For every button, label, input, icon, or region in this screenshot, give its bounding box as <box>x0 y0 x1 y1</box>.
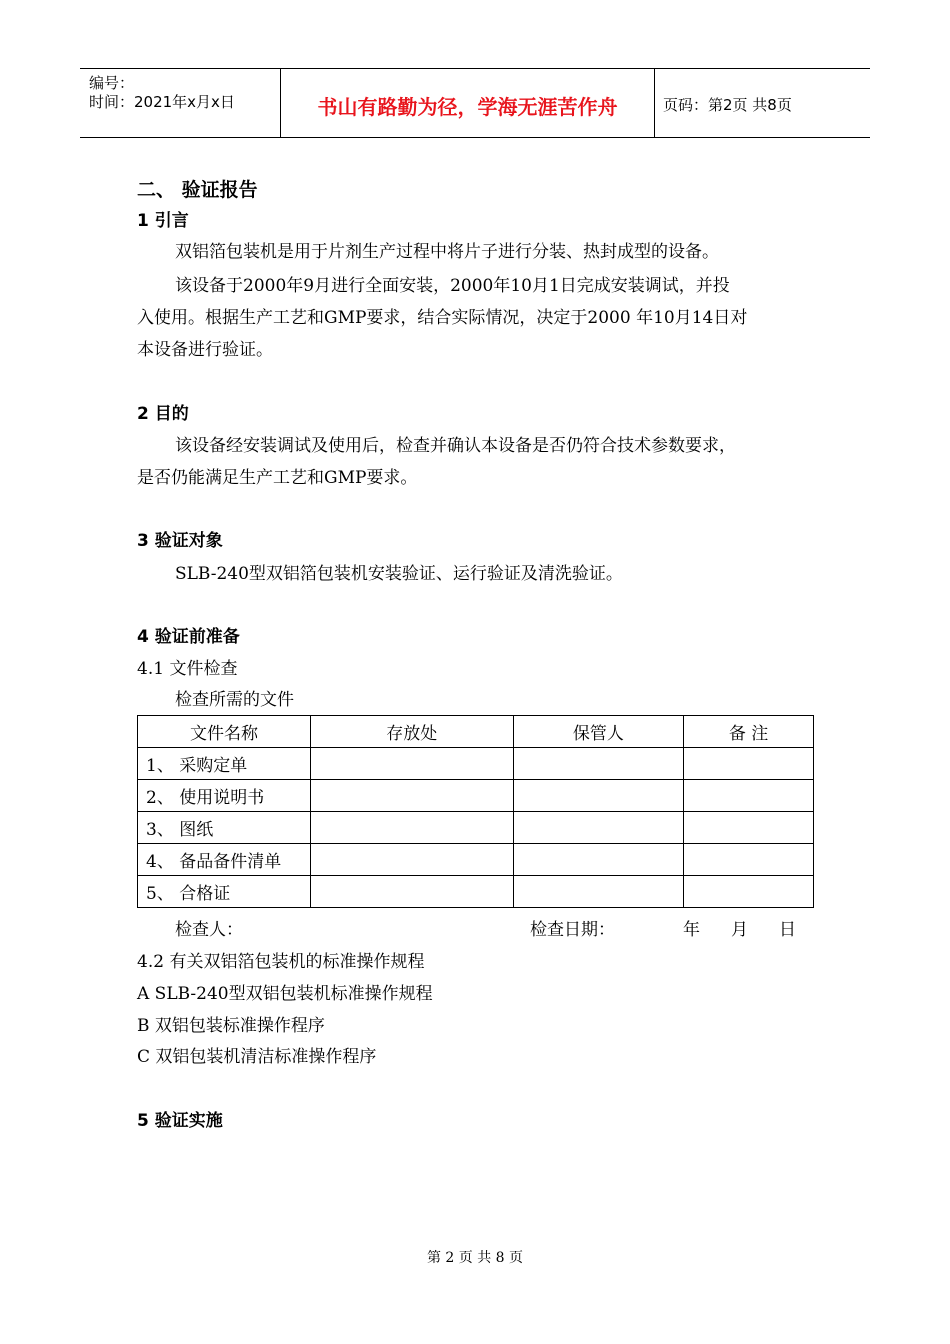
header-page-info: 页码：第2页 共8页 <box>663 96 792 114</box>
s4-sub1-note: 检查所需的文件 <box>175 690 294 710</box>
checker-label: 检查人： <box>175 920 243 940</box>
table-cell <box>684 812 814 844</box>
table-cell <box>684 780 814 812</box>
table-cell <box>684 876 814 908</box>
table-row <box>138 748 814 780</box>
table-cell <box>310 748 513 780</box>
table-header-row <box>138 716 814 748</box>
table-cell: 4、 备品备件清单 <box>138 844 311 876</box>
s4-sub1-heading: 4.1 文件检查 <box>137 659 238 679</box>
header-meta <box>80 69 280 137</box>
check-date-year: 年 <box>683 920 700 940</box>
header-motto-cell <box>280 69 655 137</box>
s2-paragraph: 该设备经安装调试及使用后，检查并确认本设备是否仍符合技术参数要求， <box>175 436 736 456</box>
table-cell <box>310 812 513 844</box>
sop-item: A SLB-240型双铝包装机标准操作规程 <box>137 984 433 1004</box>
s1-paragraph: 双铝箔包装机是用于片剂生产过程中将片子进行分装、热封成型的设备。 <box>175 242 719 262</box>
s2-paragraph: 是否仍能满足生产工艺和GMP要求。 <box>137 468 418 488</box>
table-header-cell: 存放处 <box>310 716 513 748</box>
table-header-cell: 保管人 <box>513 716 684 748</box>
sop-item: C 双铝包装机清洁标准操作程序 <box>137 1047 377 1067</box>
sop-item: B 双铝包装标准操作程序 <box>137 1016 325 1036</box>
table-cell: 3、 图纸 <box>138 812 311 844</box>
table-cell <box>513 780 684 812</box>
table-cell <box>513 876 684 908</box>
s4-sub2-heading: 4.2 有关双铝箔包装机的标准操作规程 <box>137 952 425 972</box>
table-row <box>138 844 814 876</box>
page-header <box>80 68 870 138</box>
table-header-cell: 备 注 <box>684 716 814 748</box>
table-row <box>138 876 814 908</box>
s2-heading: 2 目的 <box>137 404 189 424</box>
document-check-table <box>137 715 814 908</box>
section-title: 二、 验证报告 <box>137 179 258 201</box>
table-cell: 5、 合格证 <box>138 876 311 908</box>
table-row <box>138 780 814 812</box>
table-cell <box>513 748 684 780</box>
check-date-day: 日 <box>779 920 796 940</box>
table-cell: 1、 采购定单 <box>138 748 311 780</box>
table-cell <box>513 812 684 844</box>
table-row <box>138 812 814 844</box>
header-motto: 书山有路勤为径，学海无涯苦作舟 <box>317 95 618 119</box>
doc-number-label: 编号： <box>89 74 135 92</box>
doc-time-label: 时间：2021年x月x日 <box>89 93 235 111</box>
table-cell <box>684 748 814 780</box>
s3-heading: 3 验证对象 <box>137 531 223 551</box>
s1-paragraph: 本设备进行验证。 <box>137 340 273 360</box>
s1-paragraph: 入使用。根据生产工艺和GMP要求，结合实际情况，决定于2000 年10月14日对 <box>137 308 748 328</box>
table-cell <box>513 844 684 876</box>
s1-heading: 1 引言 <box>137 211 189 231</box>
table-header-cell: 文件名称 <box>138 716 311 748</box>
check-date-label: 检查日期： <box>530 920 615 940</box>
table-cell <box>310 876 513 908</box>
table-cell <box>684 844 814 876</box>
table-cell: 2、 使用说明书 <box>138 780 311 812</box>
s5-heading: 5 验证实施 <box>137 1111 223 1131</box>
s1-paragraph: 该设备于2000年9月进行全面安装，2000年10月1日完成安装调试，并投 <box>175 276 730 296</box>
s4-heading: 4 验证前准备 <box>137 627 240 647</box>
table-cell <box>310 844 513 876</box>
s3-paragraph: SLB-240型双铝箔包装机安装验证、运行验证及清洗验证。 <box>175 564 623 584</box>
page-footer: 第 2 页 共 8 页 <box>426 1250 524 1266</box>
table-cell <box>310 780 513 812</box>
check-date-month: 月 <box>731 920 748 940</box>
